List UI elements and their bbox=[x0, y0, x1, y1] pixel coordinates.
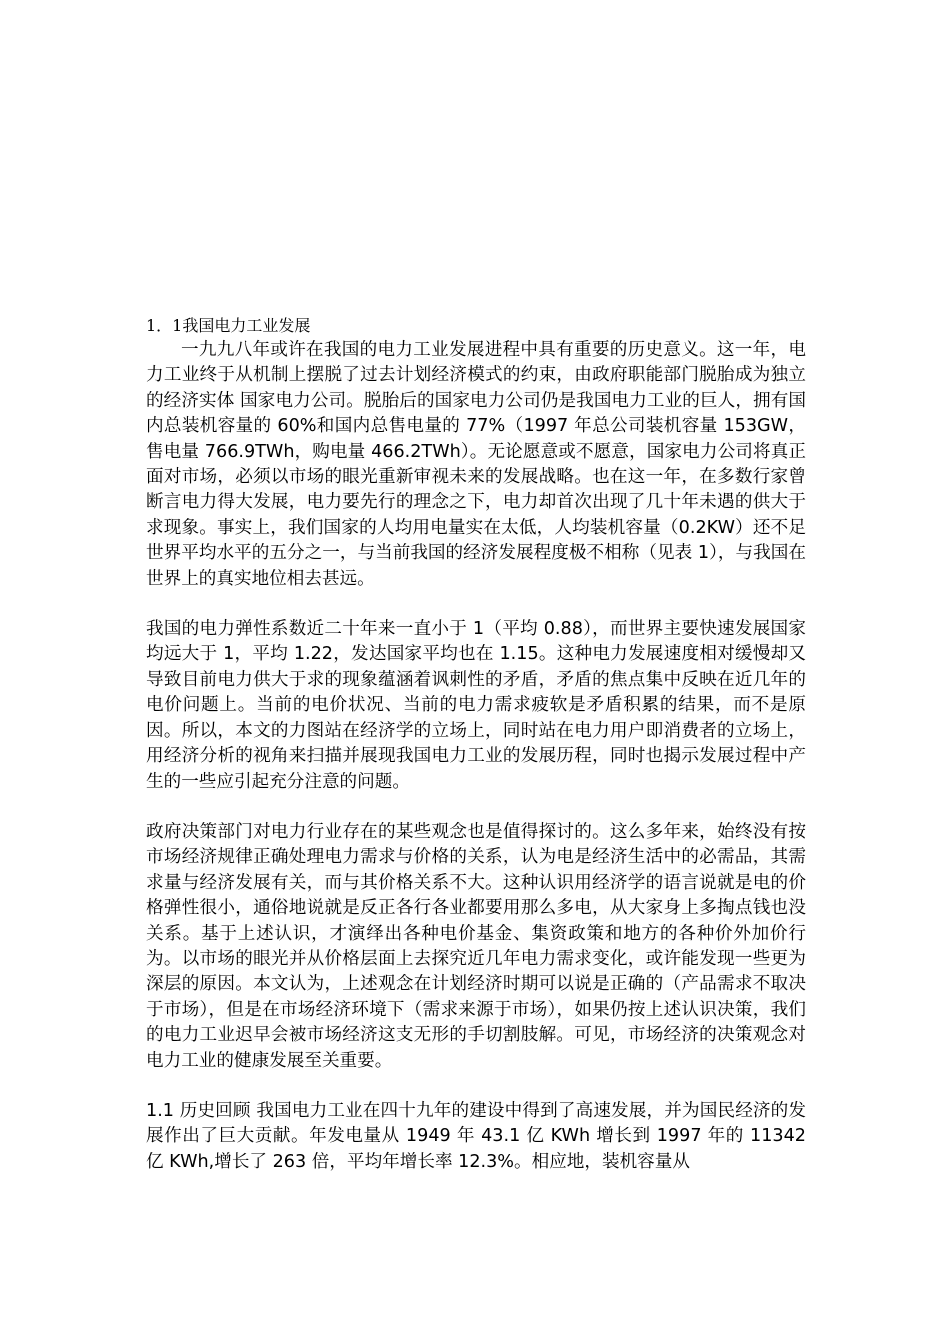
paragraph-1: 一九九八年或许在我国的电力工业发展进程中具有重要的历史意义。这一年，电力工业终于从机制上摆脱了过去计划经济模式的约束，由政府职能部门脱胎成为独立的经济实体 国家电力公司。脱胎后的国家电力公司仍是我国电力工业的巨人，拥有国内总装机容量的 60%和国内总售电量的 77%（1997 年总公司装机容量 153GW，售电量 766.9TWh，购电量 466.2TWh）。无论愿意或不愿意，国家电力公司将真正面对市场，必须以市场的眼光重新审视未来的发展战略。也在这一年，在多数行家曾断言电力得大发展，电力要先行的理念之下，电力却首次出现了几十年未遇的供大于求现象。事实上，我们国家的人均用电量实在太低，人均装机容量（0.2KW）还不足世界平均水平的五分之一，与当前我国的经济发展程度极不相称（见表 1），与我国在世界上的真实地位相去甚远。 bbox=[146, 340, 806, 589]
paragraph-gap bbox=[146, 592, 806, 617]
paragraph-2: 我国的电力弹性系数近二十年来一直小于 1（平均 0.88），而世界主要快速发展国家均远大于 1，平均 1.22，发达国家平均也在 1.15。这种电力发展速度相对缓慢却又导致目前电力供大于求的现象蕴涵着讽刺性的矛盾，矛盾的焦点集中反映在近几年的电价问题上。当前的电价状况、当前的电力需求疲软是矛盾积累的结果，而不是原因。所以，本文的力图站在经济学的立场上，同时站在电力用户即消费者的立场上，用经济分析的视角来扫描并展现我国电力工业的发展历程，同时也揭示发展过程中产生的一些应引起充分注意的问题。 bbox=[146, 619, 806, 792]
paragraph-4: 1.1 历史回顾 我国电力工业在四十九年的建设中得到了高速发展，并为国民经济的发展作出了巨大贡献。年发电量从 1949 年 43.1 亿 KWh 增长到 1997 年的 11342 亿 KWh,增长了 263 倍，平均年增长率 12.3%。相应地，装机容量从 bbox=[146, 1100, 806, 1172]
document-body bbox=[146, 313, 806, 1175]
paragraph-3: 政府决策部门对电力行业存在的某些观念也是值得探讨的。这么多年来，始终没有按市场经济规律正确处理电力需求与价格的关系，认为电是经济生活中的必需品，其需求量与经济发展有关，而与其价格关系不大。这种认识用经济学的语言说就是电的价格弹性很小，通俗地说就是反正各行各业都要用那么多电，从大家身上多掏点钱也没关系。基于上述认识，才演绎出各种电价基金、集资政策和地方的各种价外加价行为。以市场的眼光并从价格层面上去探究近几年电力需求变化，或许能发现一些更为深层的原因。本文认为，上述观念在计划经济时期可以说是正确的（产品需求不取决于市场），但是在市场经济环境下（需求来源于市场），如果仍按上述认识决策，我们的电力工业迟早会被市场经济这支无形的手切割肢解。可见，市场经济的决策观念对电力工业的健康发展至关重要。 bbox=[146, 821, 806, 1071]
section-heading: 1．1我国电力工业发展 bbox=[146, 316, 311, 335]
paragraph-gap bbox=[146, 1074, 806, 1099]
paragraph-gap bbox=[146, 795, 806, 820]
